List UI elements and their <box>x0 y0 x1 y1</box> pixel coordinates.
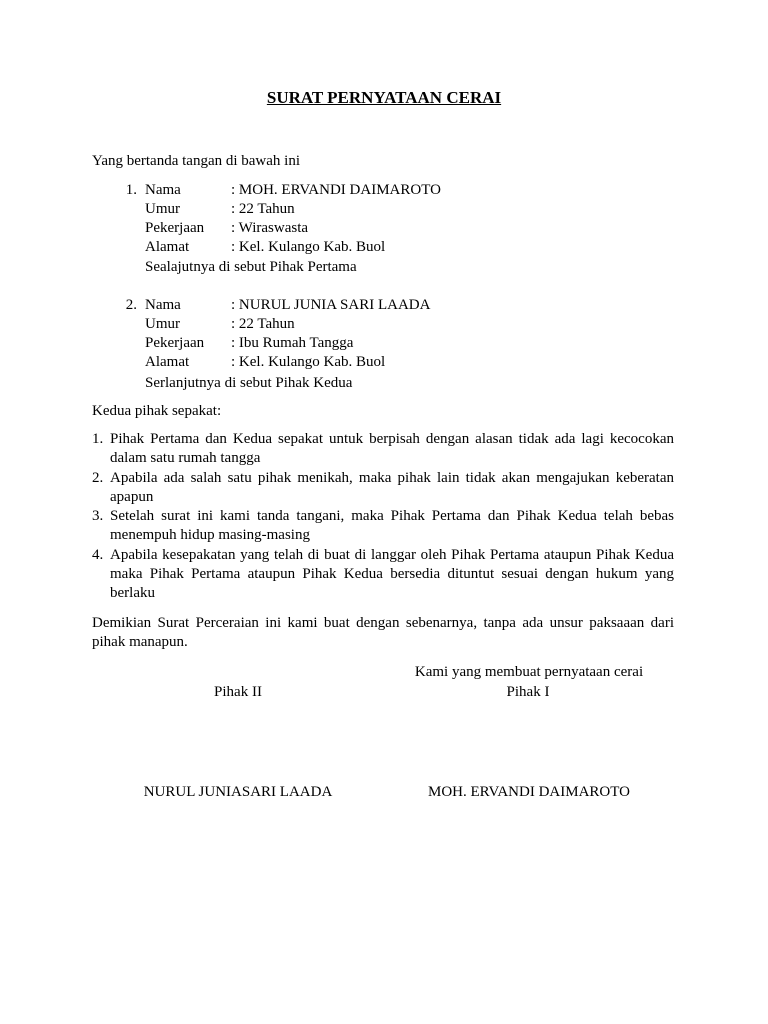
field-value-age: : 22 Tahun <box>231 316 295 332</box>
party-note: Sealajutnya di sebut Pihak Pertama <box>145 259 357 275</box>
agreement-item <box>92 469 674 508</box>
agreement-item <box>92 507 674 546</box>
document-title: SURAT PERNYATAAN CERAI <box>266 88 502 107</box>
field-label-occupation: Pekerjaan <box>145 220 205 236</box>
field-label-address: Alamat <box>145 354 190 370</box>
field-value-name: : NURUL JUNIA SARI LAADA <box>231 297 431 313</box>
field-label-name: Nama <box>145 297 181 313</box>
agreement-text: Apabila ada salah satu pihak menikah, maka pihak lain tidak akan mengajukan keberatan apapun <box>110 469 674 505</box>
party-number: 1. <box>125 182 137 198</box>
signature-role-right: Pihak I <box>506 684 550 700</box>
agreement-text: Apabila kesepakatan yang telah di buat di langgar oleh Pihak Pertama ataupun Pihak Kedua maka Pihak Pertama ataupun Pihak Kedua bersedia dituntut sesuai dengan hukum yang berlaku <box>110 546 674 602</box>
closing-statement: Demikian Surat Perceraian ini kami buat dengan sebenarnya, tanpa ada unsur paksaaan dari pihak manapun. <box>92 615 674 651</box>
agreement-number: 1. <box>92 431 104 447</box>
field-value-name: : MOH. ERVANDI DAIMAROTO <box>231 182 441 198</box>
field-value-occupation: : Wiraswasta <box>231 220 309 236</box>
intro-text: Yang bertanda tangan di bawah ini <box>92 153 301 169</box>
field-label-name: Nama <box>145 182 181 198</box>
field-label-age: Umur <box>145 316 180 332</box>
field-value-occupation: : Ibu Rumah Tangga <box>231 335 354 351</box>
signature-name-left: NURUL JUNIASARI LAADA <box>143 784 333 800</box>
signature-role-left: Pihak II <box>214 684 262 700</box>
party-note: Serlanjutnya di sebut Pihak Kedua <box>145 375 353 391</box>
signature-name-right: MOH. ERVANDI DAIMAROTO <box>427 784 630 800</box>
party-number: 2. <box>125 297 137 313</box>
field-label-address: Alamat <box>145 239 190 255</box>
field-value-address: : Kel. Kulango Kab. Buol <box>231 354 386 370</box>
field-value-age: : 22 Tahun <box>231 201 295 217</box>
agreement-number: 2. <box>92 469 104 486</box>
agreement-number: 3. <box>92 508 104 525</box>
field-label-occupation: Pekerjaan <box>145 335 205 351</box>
agreement-item <box>92 546 674 604</box>
signature-header: Kami yang membuat pernyataan cerai <box>414 664 644 680</box>
agreement-list <box>92 430 674 604</box>
agreement-text: Pihak Pertama dan Kedua sepakat untuk berpisah dengan alasan tidak ada lagi kecocokan dalam satu rumah tangga <box>110 431 674 467</box>
field-value-address: : Kel. Kulango Kab. Buol <box>231 239 386 255</box>
field-label-age: Umur <box>145 201 180 217</box>
agreement-item <box>92 430 674 469</box>
agreement-text: Setelah surat ini kami tanda tangani, maka Pihak Pertama dan Pihak Kedua telah bebas menempuh hidup masing-masing <box>110 508 674 544</box>
agreement-number: 4. <box>92 546 104 563</box>
agreement-heading: Kedua pihak sepakat: <box>92 403 222 419</box>
